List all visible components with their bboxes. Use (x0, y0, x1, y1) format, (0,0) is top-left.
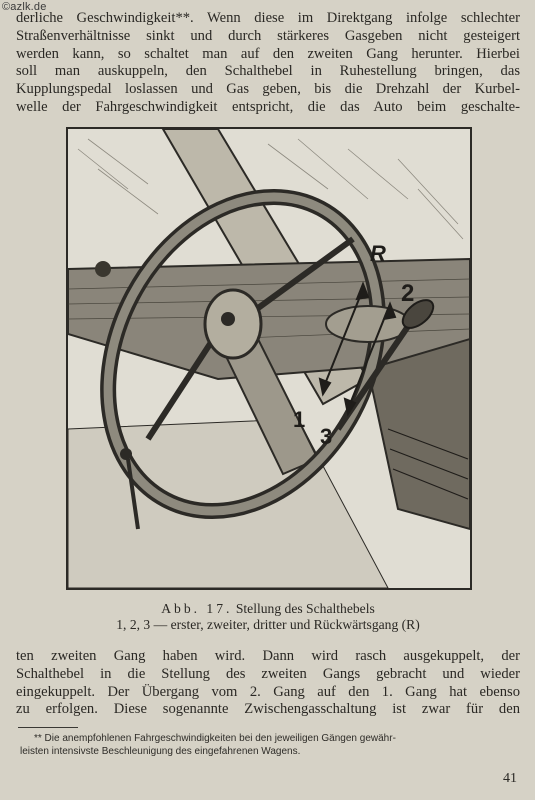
gear-label-reverse: R (370, 241, 386, 266)
page-number: 41 (503, 771, 517, 786)
figure-legend: 1, 2, 3 — erster, zweiter, dritter und Rückwärtsgang (R) (116, 617, 420, 632)
footnote-divider (18, 727, 78, 728)
footnote-line: ** Die anempfohlenen Fahrgeschwindigkeiten bei den jeweiligen Gängen gewähr- (34, 733, 396, 744)
steering-hub (205, 290, 261, 358)
text-line: werden kann, so schaltet man auf den zweiten Gang herunter. Hierbei (16, 45, 520, 62)
watermark: ©azlk.de (2, 1, 47, 13)
text-line: zu erfolgen. Diese sogenannte Zwischengasschaltung ist zwar für den (16, 701, 520, 718)
gear-label-first: 1 (293, 407, 306, 432)
text-line: eingekuppelt. Der Übergang vom 2. Gang auf den 1. Gang hat ebenso (16, 683, 520, 700)
paragraph-top (16, 10, 520, 117)
figure-title: Stellung des Schalthebels (235, 601, 375, 616)
text-line: Schalthebel in die Stellung des zweiten Gangs gebracht und wieder (16, 665, 520, 682)
figure-caption (16, 601, 520, 617)
paragraph-bottom (16, 648, 520, 719)
text-line: ten zweiten Gang haben wird. Dann wird rasch ausgekuppelt, der (16, 648, 520, 664)
horn-button (221, 312, 235, 326)
text-line: Kupplungspedal loslassen und Gas geben, bis die Drehzahl der Kurbel- (16, 81, 520, 98)
steering-wheel-drawing (68, 129, 470, 588)
gear-lever-illustration (66, 127, 472, 590)
gear-label-third: 3 (320, 424, 333, 449)
text-line: derliche Geschwindigkeit**. Wenn diese im Direktgang infolge schlechter (16, 10, 520, 26)
figure-label: Abb. 17. (161, 601, 233, 616)
text-line: welle der Fahrgeschwindigkeit entspricht, die das Auto beim geschalte- (16, 98, 520, 115)
gear-label-second: 2 (401, 280, 415, 307)
dashboard-knob (95, 261, 111, 277)
footnote-line: leisten intensivste Beschleunigung des eingefahrenen Wagens. (20, 746, 301, 757)
text-line: soll man auskuppeln, den Schalthebel in Ruhestellung bringen, das (16, 63, 520, 80)
text-line: Straßenverhältnisse sinkt und durch stärkeres Gasgeben nicht gesteigert (16, 27, 520, 44)
